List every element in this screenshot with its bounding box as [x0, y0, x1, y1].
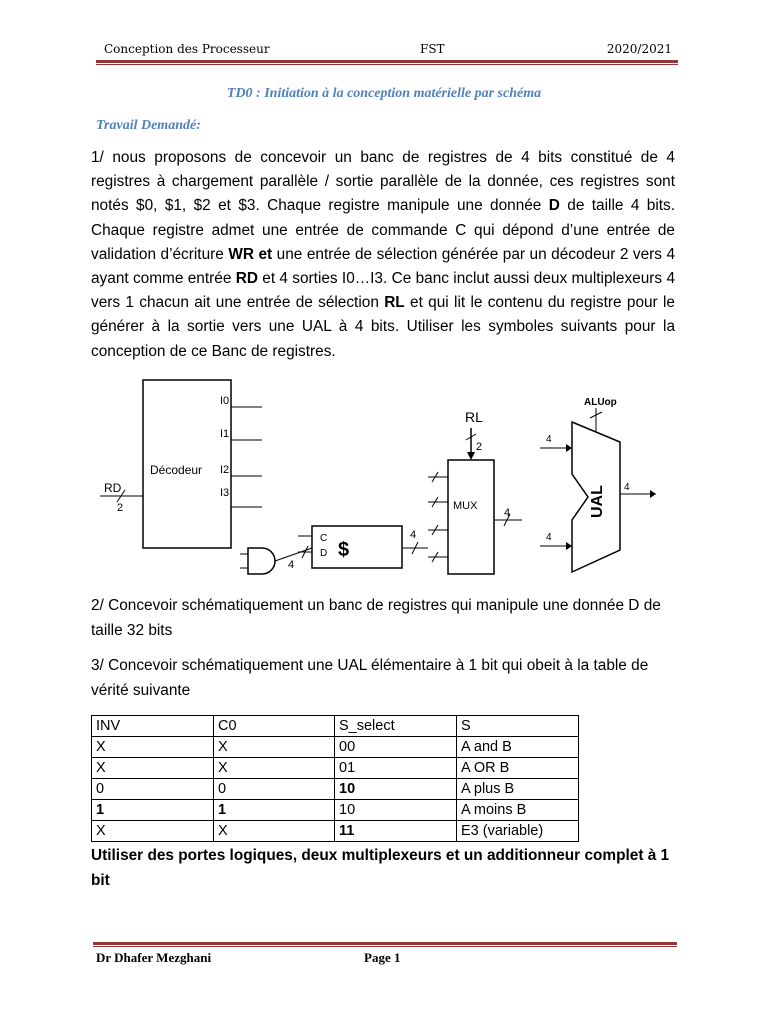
section-heading: Travail Demandé: — [96, 118, 201, 133]
register-c: C — [320, 533, 328, 544]
footer-rule — [93, 942, 677, 945]
q1-text-2: de taille 4 bits. Chaque registre admet une entrée de commande C qui dépond d’une entrée de validation d’écriture — [91, 197, 675, 263]
mux-label: MUX — [453, 500, 478, 512]
cell: 11 — [335, 821, 457, 842]
cell: 10 — [335, 779, 457, 800]
header-s-select: S_select — [335, 716, 457, 737]
q1-bold-d: D — [548, 197, 560, 215]
decoder-input-width: 2 — [117, 502, 124, 514]
cell: 0 — [92, 779, 214, 800]
cell: A and B — [457, 737, 579, 758]
cell: A moins B — [457, 800, 579, 821]
ual-in-b-width: 4 — [546, 532, 552, 543]
q1-bold-rd: RD — [235, 270, 258, 288]
decoder-input-rd: RD — [104, 481, 122, 495]
header-s: S — [457, 716, 579, 737]
decoder-symbol — [100, 380, 262, 548]
cell: 10 — [335, 800, 457, 821]
decoder-out-i3: I3 — [220, 487, 230, 499]
register-width: 4 — [410, 529, 417, 541]
register-d: D — [320, 548, 328, 559]
cell: X — [214, 821, 335, 842]
ual-op-label: ALUop — [584, 397, 617, 408]
ual-label: UAL — [589, 485, 606, 518]
table-row — [92, 758, 579, 779]
cell: X — [214, 737, 335, 758]
cell: 01 — [335, 758, 457, 779]
instruction-text: Utiliser des portes logiques, deux multiplexeurs et un additionneur complet à 1 bit — [91, 847, 670, 889]
header-course: Conception des Processeur — [104, 42, 270, 56]
header-rule — [96, 60, 678, 63]
cell: 1 — [92, 800, 214, 821]
decoder-out-i0: I0 — [220, 395, 230, 407]
q1-bold-rl: RL — [384, 294, 405, 312]
component-symbols-diagram — [90, 370, 670, 590]
footer-page-number: Page 1 — [364, 950, 401, 965]
register-symbol — [298, 526, 428, 568]
decoder-out-i2: I2 — [220, 464, 230, 476]
decoder-out-i1: I1 — [220, 428, 230, 440]
header-inv: INV — [92, 716, 214, 737]
cell: A OR B — [457, 758, 579, 779]
mux-select-width: 2 — [476, 441, 483, 453]
q1-bold-wr: WR et — [228, 245, 273, 263]
question-3: 3/ Concevoir schématiquement une UAL élémentaire à 1 bit qui obeit à la table de vérité suivante — [91, 657, 649, 699]
mux-select-rl: RL — [465, 409, 483, 425]
table-row — [92, 737, 579, 758]
header-year: 2020/2021 — [606, 42, 672, 56]
page-header — [96, 42, 672, 60]
ual-out-width: 4 — [624, 482, 630, 493]
header-c0: C0 — [214, 716, 335, 737]
cell: 1 — [214, 800, 335, 821]
cell: X — [214, 758, 335, 779]
q1-text-4: et 4 sorties I0…I3. Ce banc inclut aussi deux multiplexeurs 4 vers 1 chacun ait une entrée de sélection — [91, 270, 675, 312]
question-2: 2/ Concevoir schématiquement un banc de registres qui manipule une donnée D de taille 32 bits — [91, 597, 661, 639]
table-row — [92, 800, 579, 821]
gate-width: 4 — [288, 559, 295, 571]
ual-symbol — [540, 397, 656, 572]
ual-in-a-width: 4 — [546, 434, 552, 445]
cell: X — [92, 737, 214, 758]
header-rule-thin — [96, 64, 678, 65]
cell: A plus B — [457, 779, 579, 800]
header-institution: FST — [420, 42, 445, 56]
cell: 00 — [335, 737, 457, 758]
footer-author: Dr Dhafer Mezghani — [96, 950, 212, 965]
cell: E3 (variable) — [457, 821, 579, 842]
table-header-row — [92, 716, 579, 737]
mux-out-width: 4 — [504, 507, 511, 519]
table-row — [92, 779, 579, 800]
decoder-label: Décodeur — [150, 463, 203, 477]
footer-rule-thin — [93, 946, 677, 947]
mux-symbol — [428, 409, 522, 574]
q1-text-1: 1/ nous proposons de concevoir un banc de registres de 4 bits constitué de 4 registres à chargement parallèle / sortie parallèle de la donnée, ces registres sont notés $0, $1, $2 et $3. Chaque registre manipule une donnée — [91, 149, 675, 215]
q1-text-5: et qui lit le contenu du registre pour le générer à la sortie vers une UAL à 4 bits. Utiliser les symboles suivants pour la conception de ce Banc de registres. — [91, 294, 675, 360]
q1-text-3: une entrée de sélection générée par un décodeur 2 vers 4 ayant comme entrée — [91, 245, 675, 288]
register-dollar: $ — [338, 539, 350, 561]
cell: X — [92, 758, 214, 779]
document-title: TD0 : Initiation à la conception matérielle par schéma — [226, 86, 542, 101]
cell: X — [92, 821, 214, 842]
truth-table — [91, 715, 579, 842]
cell: 0 — [214, 779, 335, 800]
question-1 — [91, 146, 675, 364]
table-row — [92, 821, 579, 842]
